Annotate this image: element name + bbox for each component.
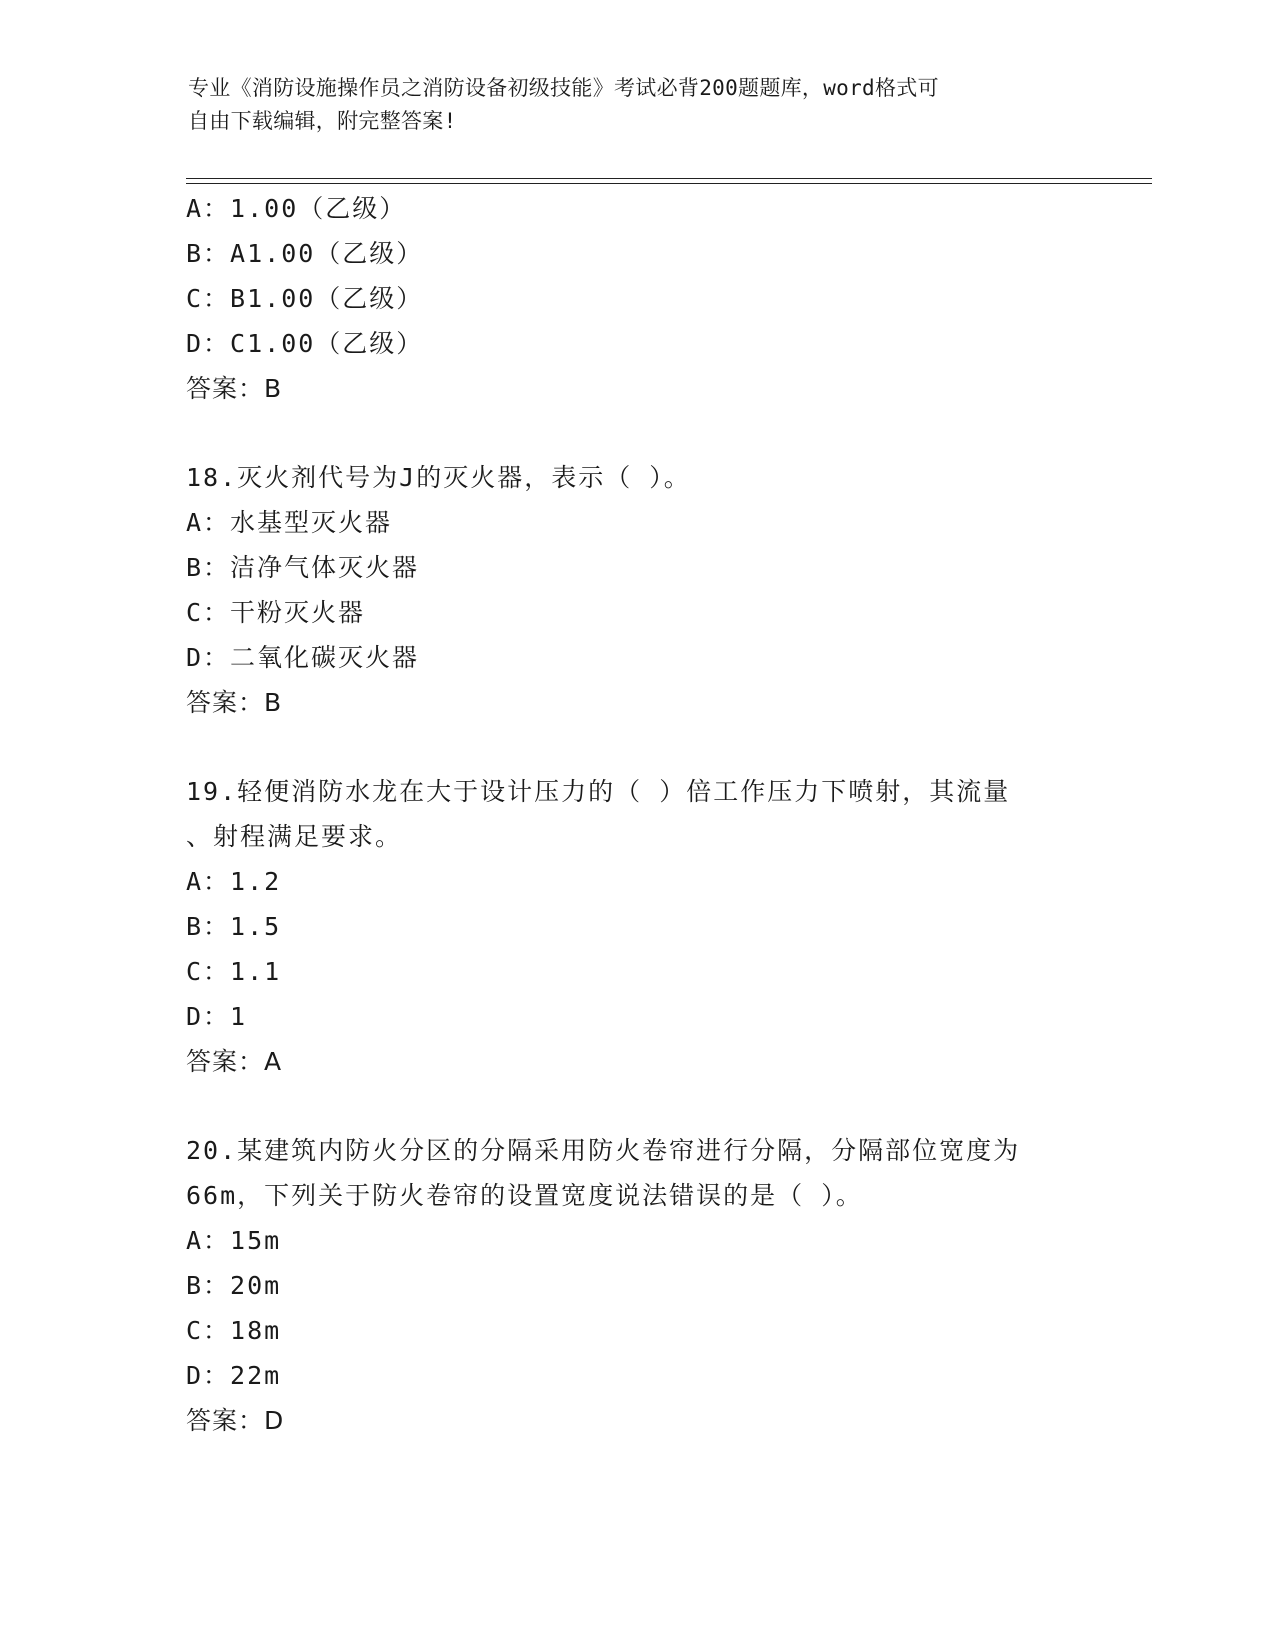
q20-question-line-2: 66m，下列关于防火卷帘的设置宽度说法错误的是（ ）。 <box>186 1181 863 1210</box>
header-divider-bottom <box>186 183 1152 184</box>
q18-answer: 答案：B <box>186 688 283 717</box>
q19-answer: 答案：A <box>186 1047 283 1076</box>
q17-option-c: C：B1.00（乙级） <box>186 284 424 313</box>
header-line-1: 专业《消防设施操作员之消防设备初级技能》考试必背200题题库，word格式可 <box>188 76 939 100</box>
q17-option-d: D：C1.00（乙级） <box>186 329 424 358</box>
q18-option-c: C：干粉灭火器 <box>186 598 366 627</box>
q20-option-c: C：18m <box>186 1316 282 1345</box>
q19-option-b: B：1.5 <box>186 912 282 941</box>
q20-option-b: B：20m <box>186 1271 282 1300</box>
q19-option-c: C：1.1 <box>186 957 282 986</box>
q19-question-line-1: 19.轻便消防水龙在大于设计压力的（ ）倍工作压力下喷射，其流量 <box>186 777 1011 806</box>
q17-option-a: A：1.00（乙级） <box>186 194 407 223</box>
document-header <box>188 72 1068 138</box>
q18-question: 18.灭火剂代号为J的灭火器，表示（ ）。 <box>186 463 691 492</box>
q19-option-a: A：1.2 <box>186 867 282 896</box>
q20-option-d: D：22m <box>186 1361 282 1390</box>
header-divider-top <box>186 178 1152 179</box>
q19-option-d: D：1 <box>186 1002 248 1031</box>
q20-question-line-1: 20.某建筑内防火分区的分隔采用防火卷帘进行分隔，分隔部位宽度为 <box>186 1136 1021 1165</box>
q17-answer: 答案：B <box>186 374 283 403</box>
q18-option-d: D：二氧化碳灭火器 <box>186 643 420 672</box>
q20-answer: 答案：D <box>186 1406 285 1435</box>
q20-option-a: A：15m <box>186 1226 282 1255</box>
q17-option-b: B：A1.00（乙级） <box>186 239 424 268</box>
q18-option-b: B：洁净气体灭火器 <box>186 553 420 582</box>
header-line-2: 自由下载编辑，附完整答案! <box>188 109 457 133</box>
q19-question-line-2: 、射程满足要求。 <box>186 822 403 851</box>
q18-option-a: A：水基型灭火器 <box>186 508 393 537</box>
